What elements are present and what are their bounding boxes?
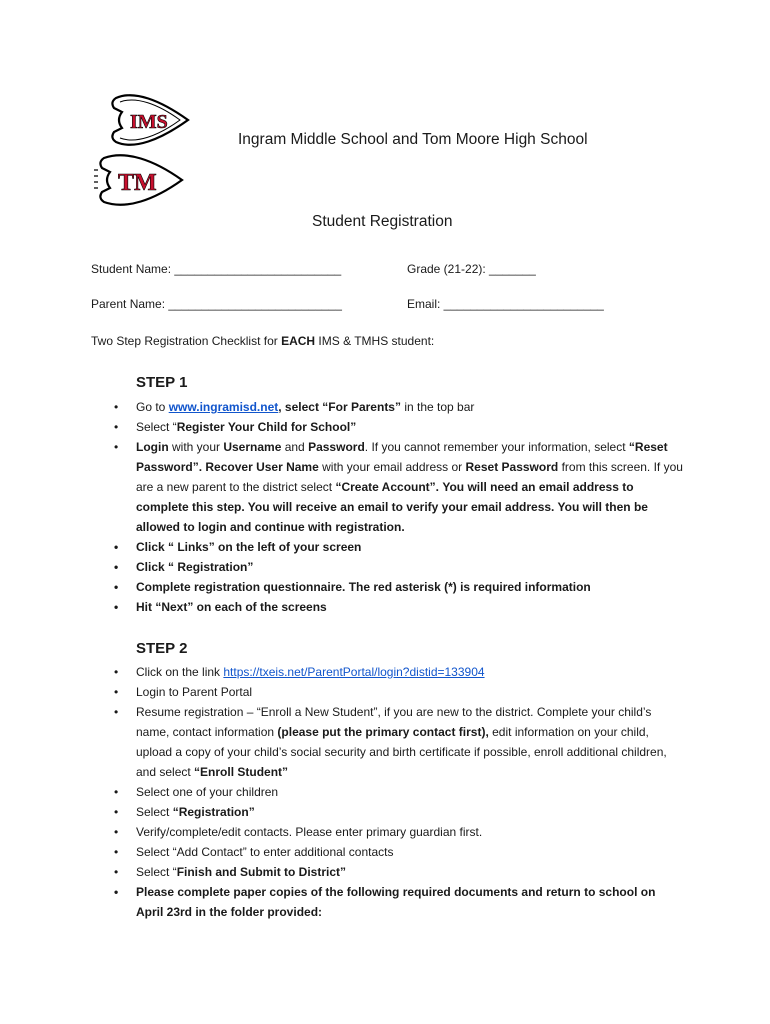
step2-heading: STEP 2 [136, 640, 188, 657]
step1-item: • Login with your Username and Password. If you cannot remember your information, select “Reset Password”. Recover User Name with your email address or Reset Password from this screen. If you are a new parent to the district select “Create Account”. You will need an email address to complete this step. You will receive an email to verify your email address. You will then be allowed to login and continue with registration. [114, 437, 684, 537]
step2-item: • Click on the link https://txeis.net/ParentPortal/login?distid=133904 [114, 662, 684, 682]
step2-list [114, 662, 684, 922]
step1-item: • Click “ Registration” [114, 557, 684, 577]
parent-portal-link[interactable]: https://txeis.net/ParentPortal/login?distid=133904 [223, 665, 485, 679]
step2-item: • Verify/complete/edit contacts. Please enter primary guardian first. [114, 822, 684, 842]
tm-logo [90, 152, 186, 208]
school-name: Ingram Middle School and Tom Moore High School [238, 131, 588, 148]
step1-list [114, 397, 684, 617]
intro-text: Two Step Registration Checklist for EACH IMS & TMHS student: [91, 334, 435, 348]
step1-item: • Click “ Links” on the left of your screen [114, 537, 684, 557]
step1-item: • Go to www.ingramisd.net, select “For Parents” in the top bar [114, 397, 684, 417]
step1-item: • Complete registration questionnaire. The red asterisk (*) is required information [114, 577, 684, 597]
step2-item: • Select “Add Contact” to enter additional contacts [114, 842, 684, 862]
step1-heading: STEP 1 [136, 374, 188, 391]
form-title: Student Registration [312, 213, 453, 230]
step1-item: • Select “Register Your Child for School” [114, 417, 684, 437]
step1-item: • Hit “Next” on each of the screens [114, 597, 684, 617]
student-name-field[interactable]: Student Name: _________________________ [91, 262, 342, 276]
grade-field[interactable]: Grade (21-22): _______ [407, 262, 536, 276]
step2-item: • Please complete paper copies of the following required documents and return to school on April 23rd in the folder provided: [114, 882, 684, 922]
step2-item: • Login to Parent Portal [114, 682, 684, 702]
ims-logo-text: IMS [130, 111, 168, 133]
step2-item: • Select “Registration” [114, 802, 684, 822]
step2-item: • Resume registration – “Enroll a New Student”, if you are new to the district. Complete your child’s name, contact information (please put the primary contact first), edit information on your child, upload a copy of your child’s social security and birth certificate if possible, enroll additional children, and select “Enroll Student” [114, 702, 684, 782]
step2-item: • Select “Finish and Submit to District” [114, 862, 684, 882]
ims-logo [108, 92, 192, 148]
tm-logo-text: TM [118, 170, 157, 196]
ingramisd-link[interactable]: www.ingramisd.net [168, 400, 279, 414]
parent-name-field[interactable]: Parent Name: __________________________ [91, 297, 342, 311]
email-field[interactable]: Email: ________________________ [407, 297, 604, 311]
step2-item: • Select one of your children [114, 782, 684, 802]
